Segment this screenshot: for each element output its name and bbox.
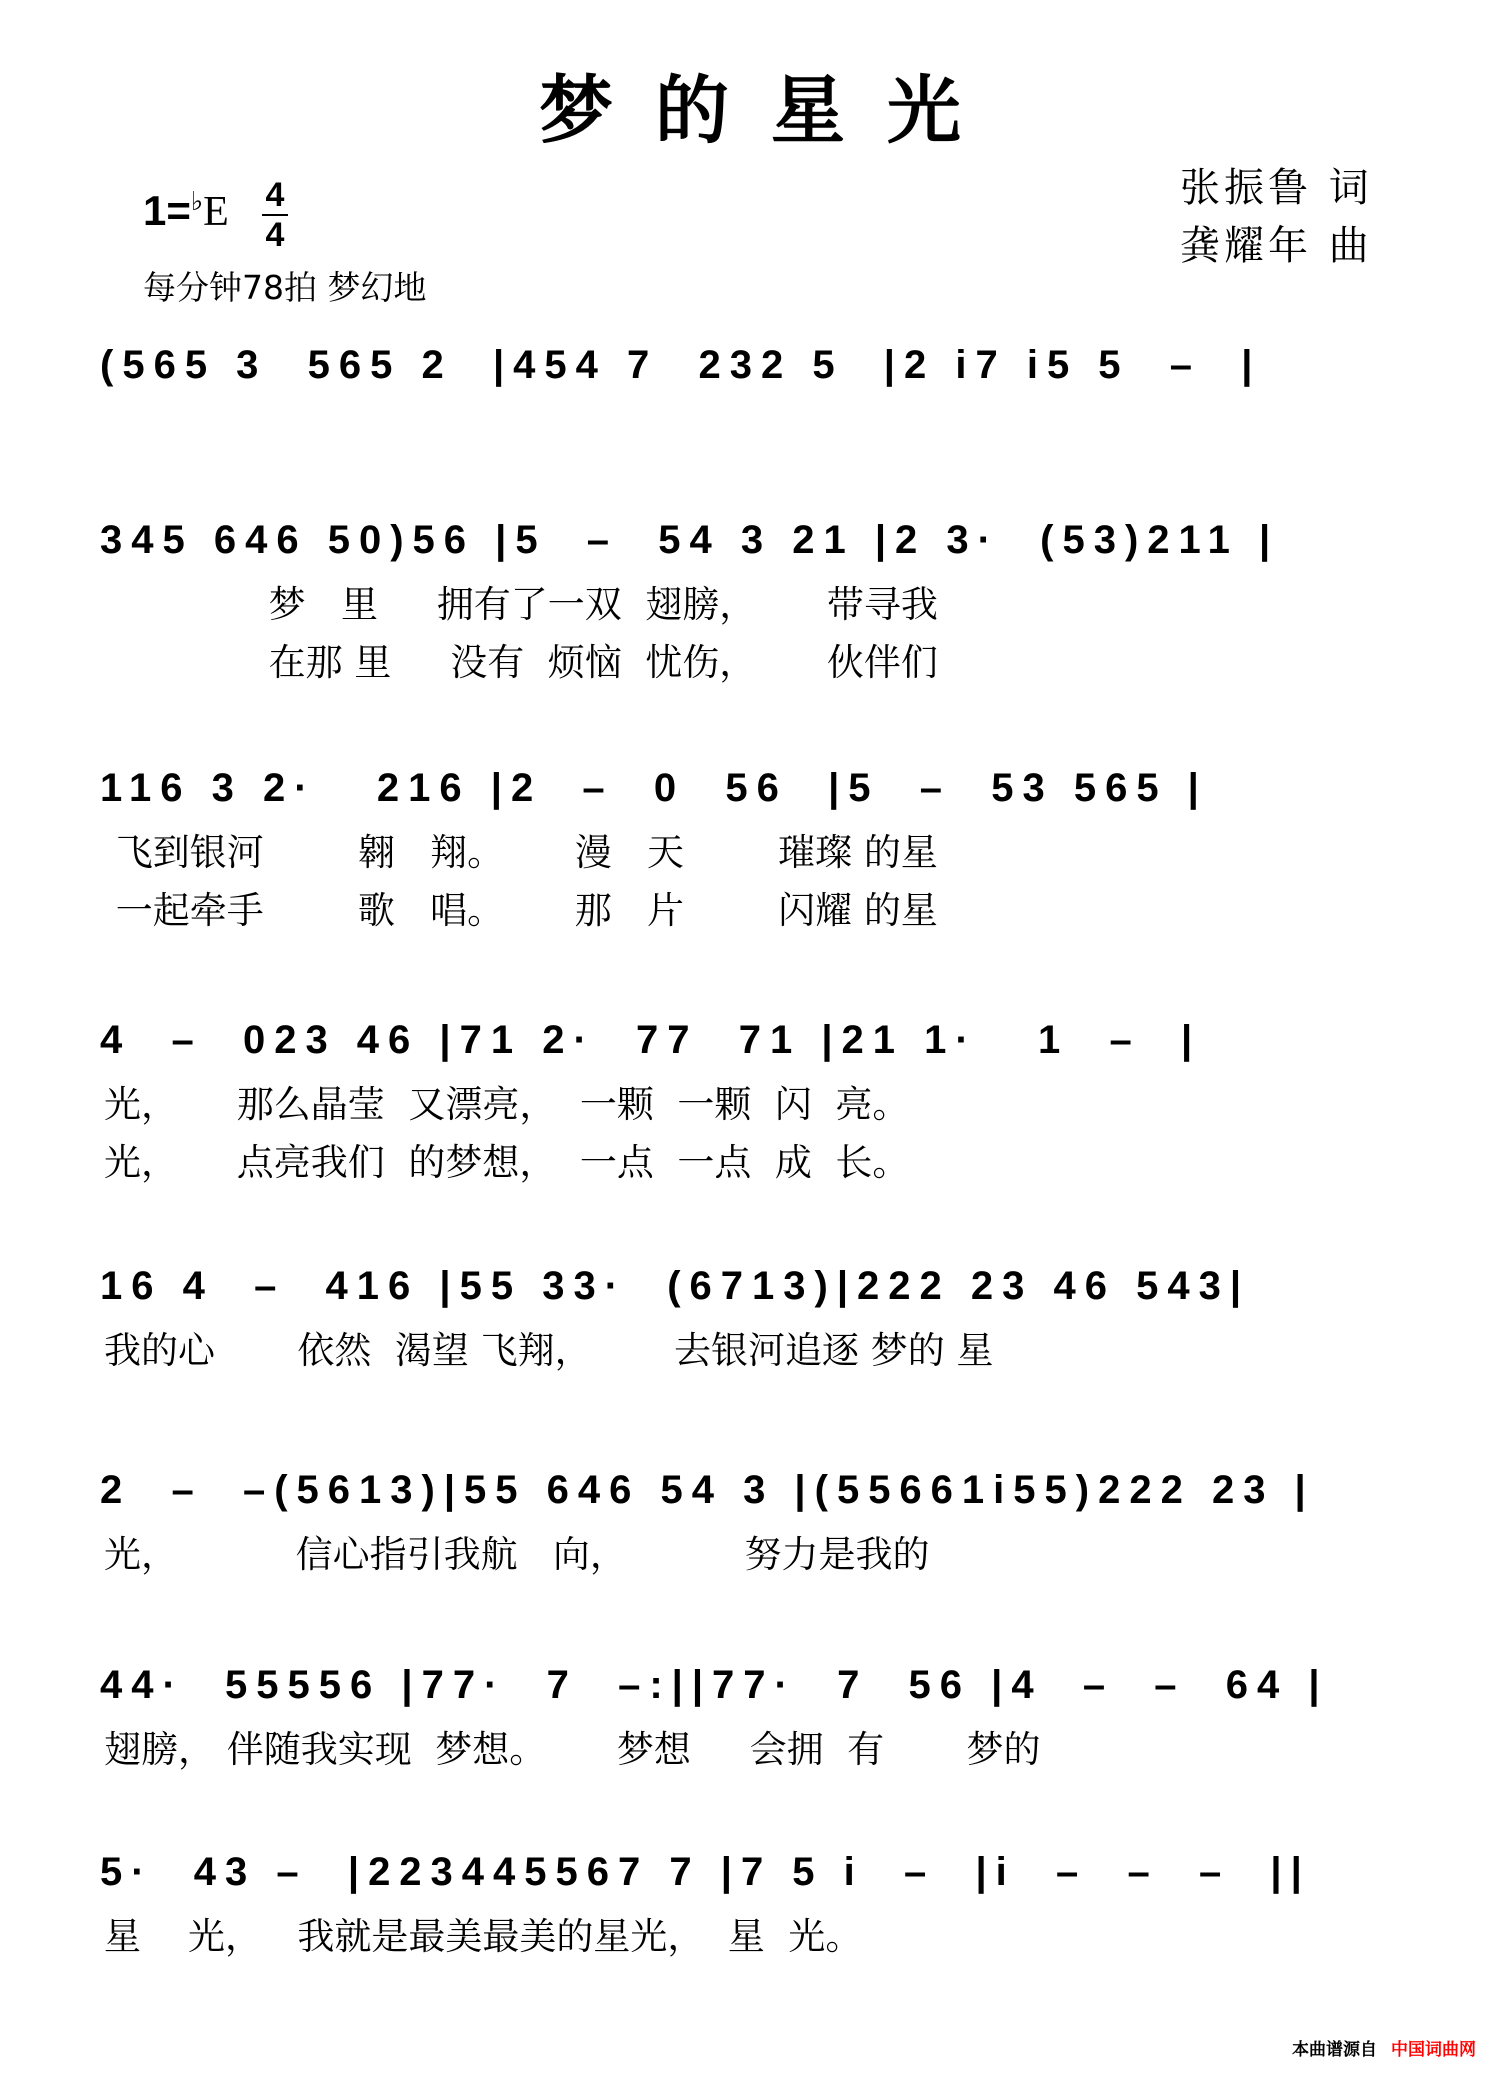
footer-site-link[interactable]: 中国词曲网 bbox=[1391, 2040, 1476, 2060]
lyrics-verse-1: 星 光， 我就是最美最美的星光， 星 光。 bbox=[104, 1915, 863, 1958]
key-signature bbox=[143, 186, 229, 236]
music-notes: 2 – –(5613)|55 646 54 3 |(55661i55)222 23 | bbox=[100, 1468, 1315, 1512]
footer-source-label: 本曲谱源自 bbox=[1292, 2040, 1377, 2060]
music-notes: (565 3 565 2 |454 7 232 5 |2 i7 i5 5 – | bbox=[100, 343, 1262, 387]
key-prefix: 1= bbox=[143, 187, 191, 234]
lyrics-verse-1: 翅膀， 伴随我实现 梦想。 梦想 会拥 有 梦的 bbox=[104, 1728, 1041, 1771]
composer-credit: 龚耀年 曲 bbox=[1180, 223, 1373, 269]
lyricist-credit: 张振鲁 词 bbox=[1180, 165, 1373, 211]
song-title: 梦的星光 bbox=[539, 68, 1003, 154]
time-signature bbox=[262, 178, 288, 252]
meter-bottom: 4 bbox=[265, 216, 285, 254]
lyrics-verse-2: 在那 里 没有 烦恼 忧伤， 伙伴们 bbox=[104, 641, 938, 684]
key-flat: ♭ bbox=[190, 186, 204, 216]
key-note: E bbox=[203, 189, 229, 235]
lyrics-verse-1: 光， 信心指引我航 向， 努力是我的 bbox=[104, 1533, 930, 1576]
music-notes: 5· 43 – |223445567 7 |7 5 i – |i – – – || bbox=[100, 1850, 1311, 1894]
source-footer bbox=[1292, 2035, 1476, 2060]
lyrics-verse-1: 梦 里 拥有了一双 翅膀， 带寻我 bbox=[104, 583, 938, 626]
music-notes: 4 – 023 46 |71 2· 77 71 |21 1· 1 – | bbox=[100, 1018, 1202, 1062]
music-notes: 44· 55556 |77· 7 –:||77· 7 56 |4 – – 64 | bbox=[100, 1663, 1329, 1707]
music-notes: 16 4 – 416 |55 33· (6713)|222 23 46 543| bbox=[100, 1264, 1251, 1308]
lyrics-verse-2: 一起牵手 歌 唱。 那 片 闪耀 的星 bbox=[104, 889, 938, 932]
lyrics-verse-1: 光， 那么晶莹 又漂亮， 一颗 一颗 闪 亮。 bbox=[104, 1083, 910, 1126]
lyrics-verse-1: 我的心 依然 渴望 飞翔， 去银河追逐 梦的 星 bbox=[104, 1329, 994, 1372]
tempo-marking: 每分钟78拍 梦幻地 bbox=[143, 268, 427, 307]
meter-top: 4 bbox=[265, 176, 285, 214]
lyrics-verse-1: 飞到银河 翱 翔。 漫 天 璀璨 的星 bbox=[104, 831, 938, 874]
music-notes: 345 646 50)56 |5 – 54 3 21 |2 3· (53)211 | bbox=[100, 518, 1280, 562]
music-notes: 116 3 2· 216 |2 – 0 56 |5 – 53 565 | bbox=[100, 766, 1208, 810]
lyrics-verse-2: 光， 点亮我们 的梦想， 一点 一点 成 长。 bbox=[104, 1141, 910, 1184]
